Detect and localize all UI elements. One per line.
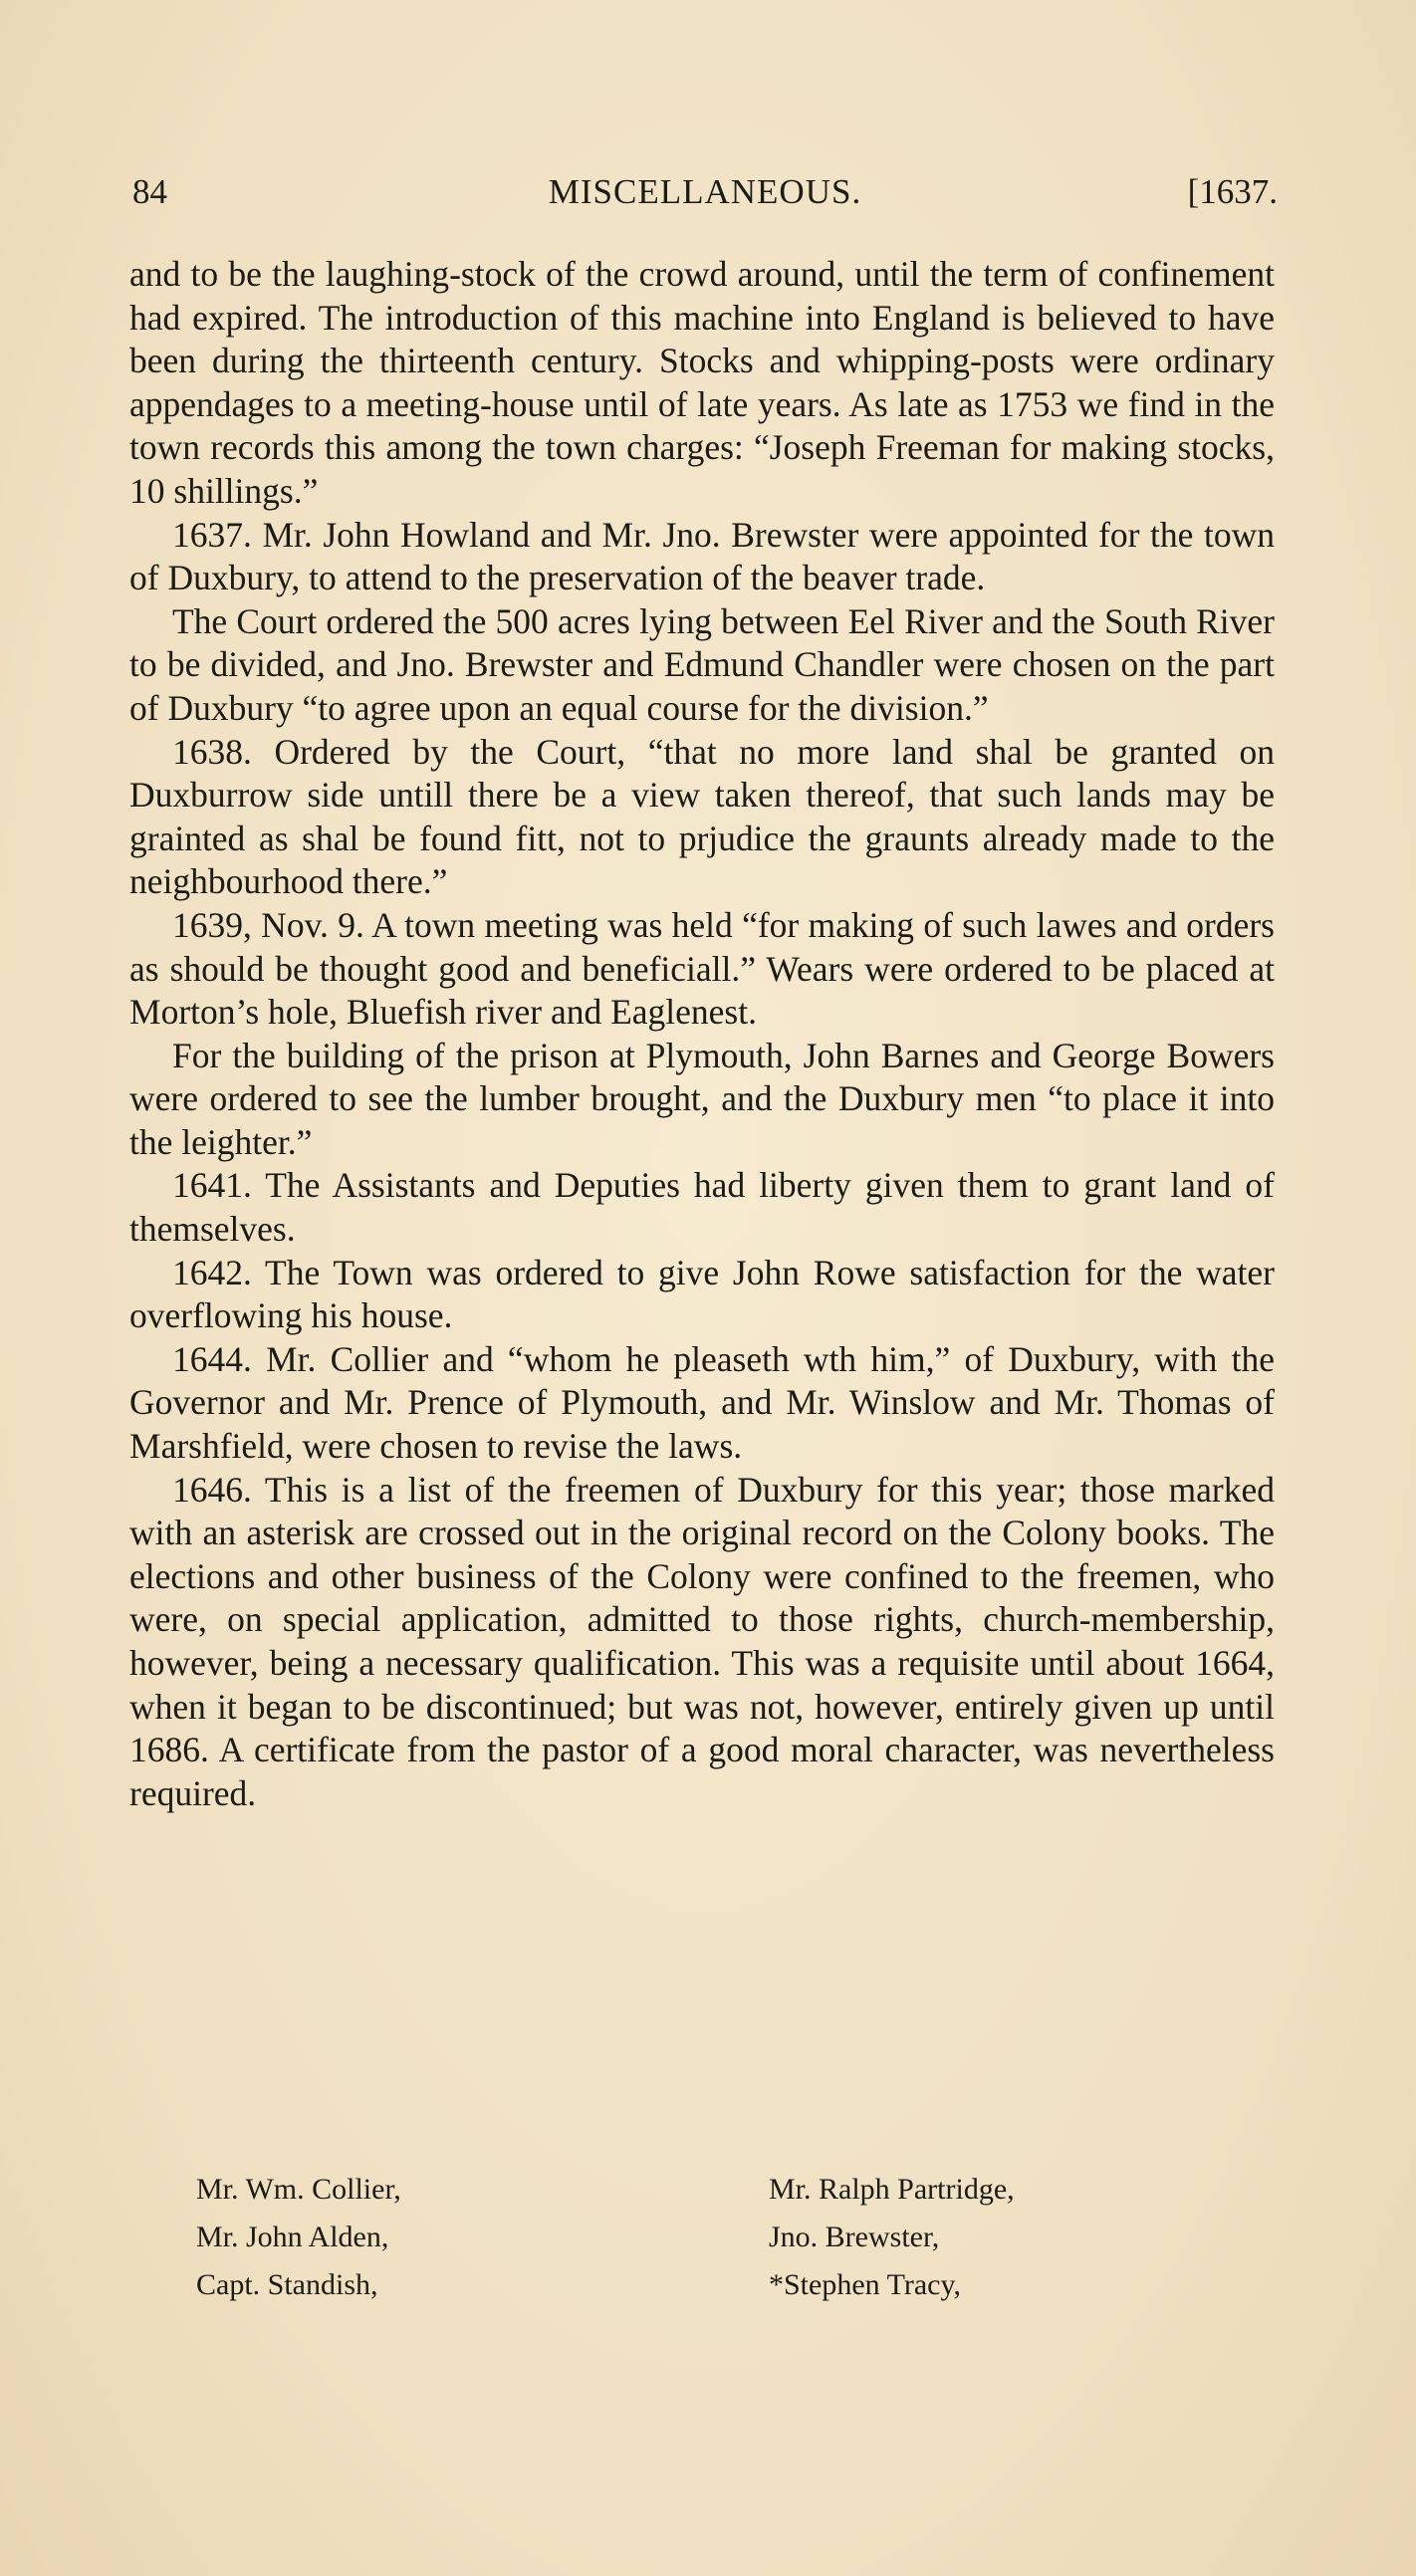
freeman-name: Capt. Standish, bbox=[196, 2268, 378, 2301]
freeman-name: Mr. Wm. Collier, bbox=[196, 2173, 401, 2206]
paragraph-1646: 1646. This is a list of the freemen of Duxbury for this year; those marked with an asterisk are crossed out in the original record on the Colony books. The elections and other business of the Colony were confined to the freemen, who were, on special application, admitted to those rights, church-membership, however, being a necessary qualification. This was a requisite until about 1664, when it began to be discontinued; but was not, however, entirely given up until 1686. A certificate from the pastor of a good moral character, was nevertheless required. bbox=[129, 1469, 1275, 1813]
freemen-column-right bbox=[769, 2166, 1217, 2309]
running-head bbox=[132, 167, 1278, 217]
running-title: MISCELLANEOUS. bbox=[548, 172, 862, 211]
freeman-name: *Stephen Tracy, bbox=[769, 2268, 962, 2301]
paragraph-court-500-acres: The Court ordered the 500 acres lying between Eel River and the South River to be divided, and Jno. Brewster and Edmund Chandler were chosen on the part of Duxbury “to agree upon an equal course for the division.” bbox=[129, 600, 1275, 728]
freemen-column-left bbox=[196, 2166, 644, 2309]
paragraph-prison: For the building of the prison at Plymouth, John Barnes and George Bowers were ordered to see the lumber brought, and the Duxbury men “to place it into the leighter.” bbox=[129, 1035, 1275, 1162]
page-number: 84 bbox=[132, 172, 167, 211]
paragraph-1637: 1637. Mr. John Howland and Mr. Jno. Brewster were appointed for the town of Duxbury, to attend to the preservation of the beaver trade. bbox=[129, 514, 1275, 598]
paragraph-stocks: and to be the laughing-stock of the crowd around, until the term of confinement had expired. The introduction of this machine into England is believed to have been during the thirteenth century. Stocks and whipping-posts were ordinary appendages to a meeting-house until of late years. As late as 1753 we find in the town records this among the town charges: “Joseph Freeman for making stocks, 10 shillings.” bbox=[129, 254, 1275, 511]
paragraph-1644: 1644. Mr. Collier and “whom he pleaseth wth him,” of Duxbury, with the Governor and Mr. Prence of Plymouth, and Mr. Winslow and Mr. Thomas of Marshfield, were chosen to revise the laws. bbox=[129, 1338, 1275, 1467]
paragraph-1638: 1638. Ordered by the Court, “that no more land shal be granted on Duxburrow side untill there be a view taken thereof, that such lands may be grainted as shal be found fitt, not to prjudice the graunts already made to the neighbourhood there.” bbox=[129, 731, 1275, 902]
running-year: [1637. bbox=[1187, 172, 1278, 211]
freeman-name: Mr. John Alden, bbox=[196, 2221, 389, 2253]
freeman-name: Jno. Brewster, bbox=[769, 2221, 940, 2253]
freeman-name: Mr. Ralph Partridge, bbox=[769, 2173, 1015, 2206]
paragraph-1642: 1642. The Town was ordered to give John Rowe satisfaction for the water overflowing his house. bbox=[129, 1252, 1275, 1336]
paragraph-1641: 1641. The Assistants and Deputies had liberty given them to grant land of themselves. bbox=[129, 1165, 1275, 1250]
paragraph-1639: 1639, Nov. 9. A town meeting was held “for making of such lawes and orders as should be thought good and beneficiall.” Wears were ordered to be placed at Morton’s hole, Bluefish river and Eaglenest. bbox=[129, 904, 1275, 1033]
body-text bbox=[129, 253, 1275, 1815]
